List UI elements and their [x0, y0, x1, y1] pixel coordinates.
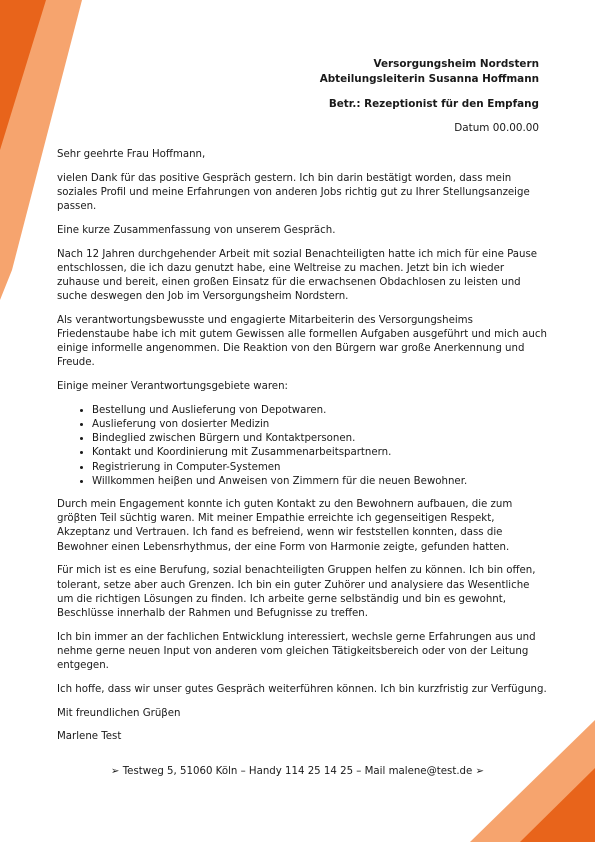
paragraph: Ich hoffe, dass wir unser gutes Gespräch weiterführen können. Ich bin kurzfristig zur Verfügung. — [57, 683, 547, 695]
paragraph: Ich bin immer an der fachlichen Entwicklung interessiert, wechsle gerne Erfahrungen aus und nehme gerne neuen Input von anderen vom gleichen Tätigkeitsbereich oder von der Leitung entgegen. — [57, 631, 536, 672]
recipient-person: Abteilungsleiterin Susanna Hoffmann — [319, 73, 539, 85]
paragraph: Durch mein Engagement konnte ich guten Kontakt zu den Bewohnern aufbauen, die zum gröβten Teil süchtig waren. Mit meiner Empathie erreichte ich gegenseitigen Respekt, Akzeptanz und Vertrauen. Ich fand es befreiend, wenn wir feststellen konnten, dass die Bewohner einen Lebensrhythmus, der eine Form von Harmonie zeigte, gefunden hatten. — [57, 499, 513, 553]
list-item: • Bindeglied zwischen Bürgern und Kontaktpersonen. — [92, 432, 547, 446]
list-item: • Kontakt und Koordinierung mit Zusammenarbeitspartnern. — [92, 446, 547, 460]
responsibilities-list — [57, 404, 547, 489]
list-item: • Willkommen heiβen und Anweisen von Zimmern für die neuen Bewohner. — [92, 475, 547, 489]
letter-body — [57, 148, 547, 754]
salutation: Sehr geehrte Frau Hoffmann, — [57, 149, 206, 160]
recipient-organization: Versorgungsheim Nordstern — [373, 58, 539, 70]
closing: Mit freundlichen Grüβen — [57, 707, 181, 719]
footer-contact: ➢ Testweg 5, 51060 Köln – Handy 114 25 14 25 – Mail malene@test.de ➢ — [110, 766, 485, 777]
list-item: • Registrierung in Computer-Systemen — [92, 461, 547, 475]
paragraph: Nach 12 Jahren durchgehender Arbeit mit sozial Benachteiligten hatte ich mich für eine Pause entschlossen, die ich dazu genutzt habe, eine Weltreise zu machen. Jetzt bin ich wieder zuhause und bereit, einen großen Einsatz für die erwachsenen Obdachlosen zu leisten und suche deswegen den Job im Versorgungsheim Nordstern. — [57, 248, 538, 303]
paragraph: vielen Dank für das positive Gespräch gestern. Ich bin darin bestätigt worden, dass mein soziales Profil und meine Erfahrungen von anderen Jobs richtig gut zu Ihrer Stellungsanzeige passen. — [57, 172, 530, 213]
list-item: • Auslieferung von dosierter Medizin — [92, 418, 547, 432]
subject-line: Betr.: Rezeptionist für den Empfang — [328, 98, 539, 110]
list-item: • Bestellung und Auslieferung von Depotwaren. — [92, 404, 547, 418]
paragraph: Für mich ist es eine Berufung, sozial benachteiligten Gruppen helfen zu können. Ich bin offen, tolerant, setze aber auch Grenzen. Ich bin ein guter Zuhörer und analysiere das Wesentliche um die richtigen Lösungen zu finden. Ich arbeite gerne selbständig und bin es gewohnt, Beschlüsse innerhalb der Rahmen und Befugnisse zu treffen. — [57, 565, 536, 619]
paragraph: Eine kurze Zusammenfassung von unserem Gespräch. — [57, 224, 336, 236]
recipient-address — [320, 57, 539, 87]
signature: Marlene Test — [57, 731, 122, 743]
date-line: Datum 00.00.00 — [454, 122, 539, 134]
paragraph: Als verantwortungsbewusste und engagierte Mitarbeiterin des Versorgungsheims Friedenstaube habe ich mit gutem Gewissen alle formellen Aufgaben ausgeführt und mich auch einige informelle angenommen. Die Reaktion von den Bürgern war große Anerkennung und Freude. — [57, 314, 547, 369]
paragraph: Einige meiner Verantwortungsgebiete waren: — [57, 381, 288, 393]
